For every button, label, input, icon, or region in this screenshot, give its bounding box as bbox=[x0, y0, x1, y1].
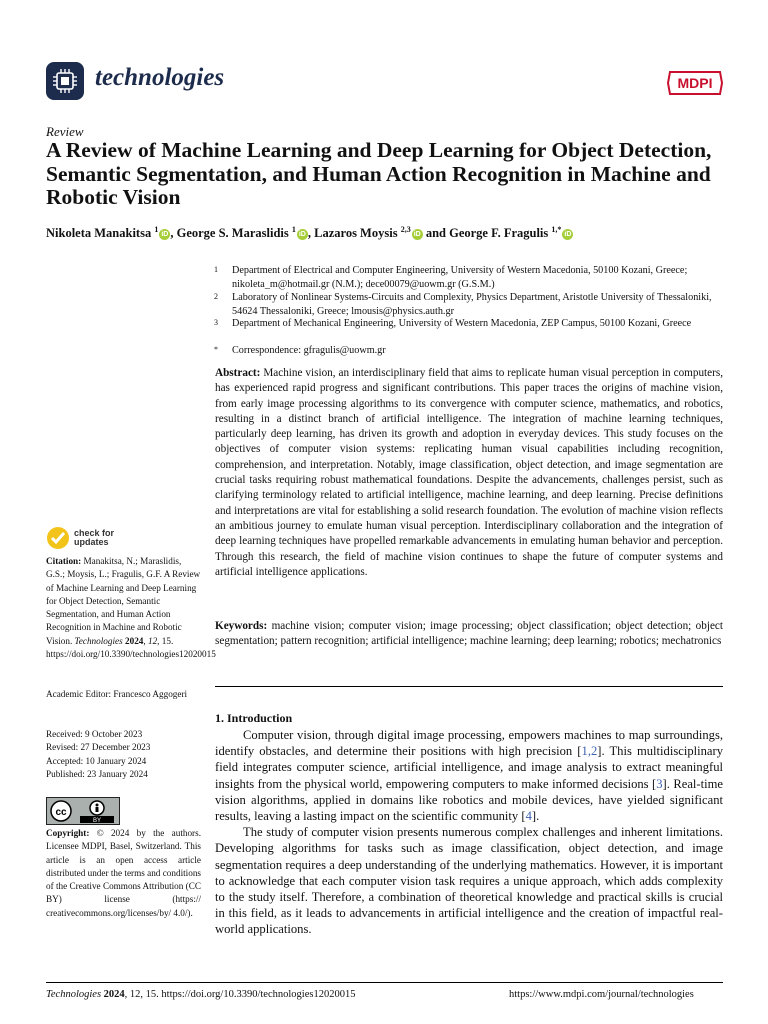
citation-label: Citation: bbox=[46, 556, 82, 566]
affiliation-text: Laboratory of Nonlinear Systems-Circuits and Complexity, Physics Department, Aristotle University of Thessaloniki, 54624 Thessaloniki, Greece; lmousis@physics.auth.gr bbox=[232, 292, 712, 317]
author-name[interactable]: Nikoleta Manakitsa bbox=[46, 226, 152, 241]
check-updates-line2: updates bbox=[74, 537, 109, 547]
paragraph: The study of computer vision presents numerous complex challenges and inherent limitations. Developing algorithms for tasks such as image classification, object detection, and image segmentation requires a deep understanding of the underlying mathematics. However, it is important to acknowledge that each computer vision task requires a unique approach, which adds complexity to the study itself. Therefore, a combination of theoretical knowledge and practical skills is crucial in this field, as it leads to advancements in artificial intelligence and the creation of impactful real-world applications. bbox=[215, 825, 723, 937]
orcid-icon[interactable]: iD bbox=[161, 230, 169, 238]
orcid-icon[interactable]: iD bbox=[413, 230, 421, 238]
keywords-label: Keywords: bbox=[215, 620, 268, 632]
section-divider bbox=[215, 686, 723, 687]
orcid-icon[interactable]: iD bbox=[298, 230, 306, 238]
article-title: A Review of Machine Learning and Deep Learning for Object Detection, Semantic Segmentation, and Human Action Recognition in Machine and Robotic Vision bbox=[46, 138, 712, 209]
article-type: Review bbox=[46, 124, 84, 139]
published-date: Published: 23 January 2024 bbox=[46, 768, 148, 779]
check-updates-badge[interactable] bbox=[46, 526, 114, 550]
citation-doi[interactable]: , 15. https://doi.org/10.3390/technologies12020015 bbox=[46, 635, 216, 660]
orcid-icon[interactable]: iD bbox=[564, 230, 572, 238]
author-list: Nikoleta Manakitsa $^1$iD , George S. Maraslidis $^1$iD , Lazaros Moysis $^{2,3}$iD and George F. Fragulis $^{1,*}$iD bbox=[46, 225, 572, 241]
reference-link[interactable]: 3 bbox=[656, 776, 663, 791]
reference-link[interactable]: 1,2 bbox=[581, 744, 598, 759]
journal-url[interactable]: https://www.mdpi.com/journal/technologies bbox=[509, 989, 694, 1000]
keywords bbox=[215, 619, 723, 650]
author-affil-sup: 1,* bbox=[551, 225, 562, 234]
academic-editor: Academic Editor: Francesco Aggogeri bbox=[46, 689, 188, 699]
copyright-label: Copyright: bbox=[46, 828, 90, 838]
author-affil-sup: 2,3 bbox=[400, 225, 411, 234]
check-updates-line1: check for bbox=[74, 527, 115, 538]
copyright bbox=[46, 827, 201, 920]
abstract-text: Machine vision, an interdisciplinary field that aims to replicate human visual perception in computers, has experienced rapid progress and significant contributions. This paper traces the origins of machine vision, from early image processing algorithms to its convergence with computer science, mathematics, and robotics, resulting in a distinct branch of artificial intelligence. The integration of machine learning techniques, particularly deep learning, has driven its growth and adoption in everyday devices. This study focuses on the objectives of computer vision systems: replicating human visual capabilities including recognition, comprehension, and interpretation. Notably, image classification, object detection, and image segmentation are crucial tasks requiring robust mathematical foundations. Despite the advancements, challenges persist, such as clarifying terminology related to artificial intelligence, machine learning, and deep learning. Precise definitions and interpretations are vital for establishing a solid research foundation. The evolution of machine vision reflects an ambitious journey to emulate human visual perception. Interdisciplinary collaboration and the integration of deep learning techniques have propelled remarkable advancements in emulating human behavior and perception. Through this research, the field of machine vision continues to shape the future of computer systems and artificial intelligence applications. bbox=[215, 367, 724, 578]
affiliation-text: Department of Mechanical Engineering, University of Western Macedonia, ZEP Campus, 50100 Kozani, Greece bbox=[232, 318, 692, 329]
author-affil-sup: 1 bbox=[154, 225, 159, 234]
citation-text: Manakitsa, N.; Maraslidis, G.S.; Moysis, L.; Fragulis, G.F. A Review of Machine Learning and Deep Learning for Object Detection, Semantic Segmentation, and Human Action Recognition in Machine and Robotic Vision. bbox=[46, 556, 201, 646]
mdpi-label: MDPI bbox=[677, 75, 713, 91]
citation: Citation: Manakitsa, N.; Maraslidis, G.S.; Moysis, L.; Fragulis, G.F. A Review of Machine Learning and Deep Learning for Object Detection, Semantic Segmentation, and Human Action Recognition in Machine and Robotic Vision. Technologies 2024, 12, 15. https://doi.org/10.3390/technologies12020015 bbox=[46, 556, 216, 660]
section-heading: 1. Introduction bbox=[215, 711, 293, 725]
copyright-text: © 2024 by the authors. Licensee MDPI, Basel, Switzerland. This article is an open access article distributed under the terms and conditions of the Creative Commons Attribution (CC BY) license (https:// creativecommons.org/licenses/by/ 4.0/). bbox=[46, 828, 201, 918]
received-date: Received: 9 October 2023 bbox=[46, 729, 143, 739]
footer-citation: Technologies 2024, 12, 15. https://doi.org/10.3390/technologies12020015 bbox=[46, 989, 356, 1000]
dates bbox=[46, 728, 201, 781]
affiliation-text: Correspondence: gfragulis@uowm.gr bbox=[232, 345, 386, 356]
affiliations bbox=[214, 264, 734, 354]
author-name[interactable]: Lazaros Moysis bbox=[314, 226, 398, 241]
cc-by-label: BY bbox=[92, 818, 102, 824]
keywords-text: machine vision; computer vision; image processing; object classification; object detection; object segmentation; pattern recognition; artificial intelligence; machine learning; deep learning; robotics; mechatronics bbox=[215, 620, 724, 648]
svg-text:cc: cc bbox=[55, 807, 67, 818]
affiliation-number: * bbox=[214, 345, 218, 354]
accepted-date: Accepted: 10 January 2024 bbox=[46, 755, 147, 766]
affiliation-number: 3 bbox=[214, 318, 218, 327]
affiliation-text: Department of Electrical and Computer Engineering, University of Western Macedonia, 50100 Kozani, Greece; nikoleta_m@hotmail.gr (N.M.); dece00079@uowm.gr (G.S.M.) bbox=[232, 265, 688, 290]
journal-name[interactable]: technologies bbox=[95, 64, 225, 91]
author-name[interactable]: George F. Fragulis bbox=[449, 226, 549, 241]
abstract bbox=[215, 366, 723, 580]
mdpi-logo-icon[interactable] bbox=[666, 70, 724, 101]
author-affil-sup: 1 bbox=[291, 225, 296, 234]
paragraph: Computer vision, through digital image processing, empowers machines to map surroundings, identify obstacles, and determine their positions with high precision [1,2]. This multidisciplinary field integrates computer science, artificial intelligence, and image analysis to extract meaningful insights from the physical world, empowering computers to make informed decisions [3]. Real-time vision algorithms, applied in domains like robotics and mobile devices, have yielded significant results, leaving a lasting impact on the scientific community [4]. bbox=[215, 728, 723, 824]
section-body bbox=[215, 727, 723, 938]
cc-by-icon[interactable] bbox=[46, 797, 120, 825]
footer-divider bbox=[46, 982, 723, 983]
reference-link[interactable]: 4 bbox=[525, 809, 532, 824]
abstract-label: Abstract: bbox=[215, 367, 261, 379]
journal-logo-icon bbox=[46, 62, 84, 100]
author-name[interactable]: George S. Maraslidis bbox=[176, 226, 289, 241]
affiliation-number: 2 bbox=[214, 292, 218, 301]
check-updates-icon bbox=[46, 526, 70, 550]
revised-date: Revised: 27 December 2023 bbox=[46, 742, 151, 753]
affiliation-number: 1 bbox=[214, 265, 218, 274]
